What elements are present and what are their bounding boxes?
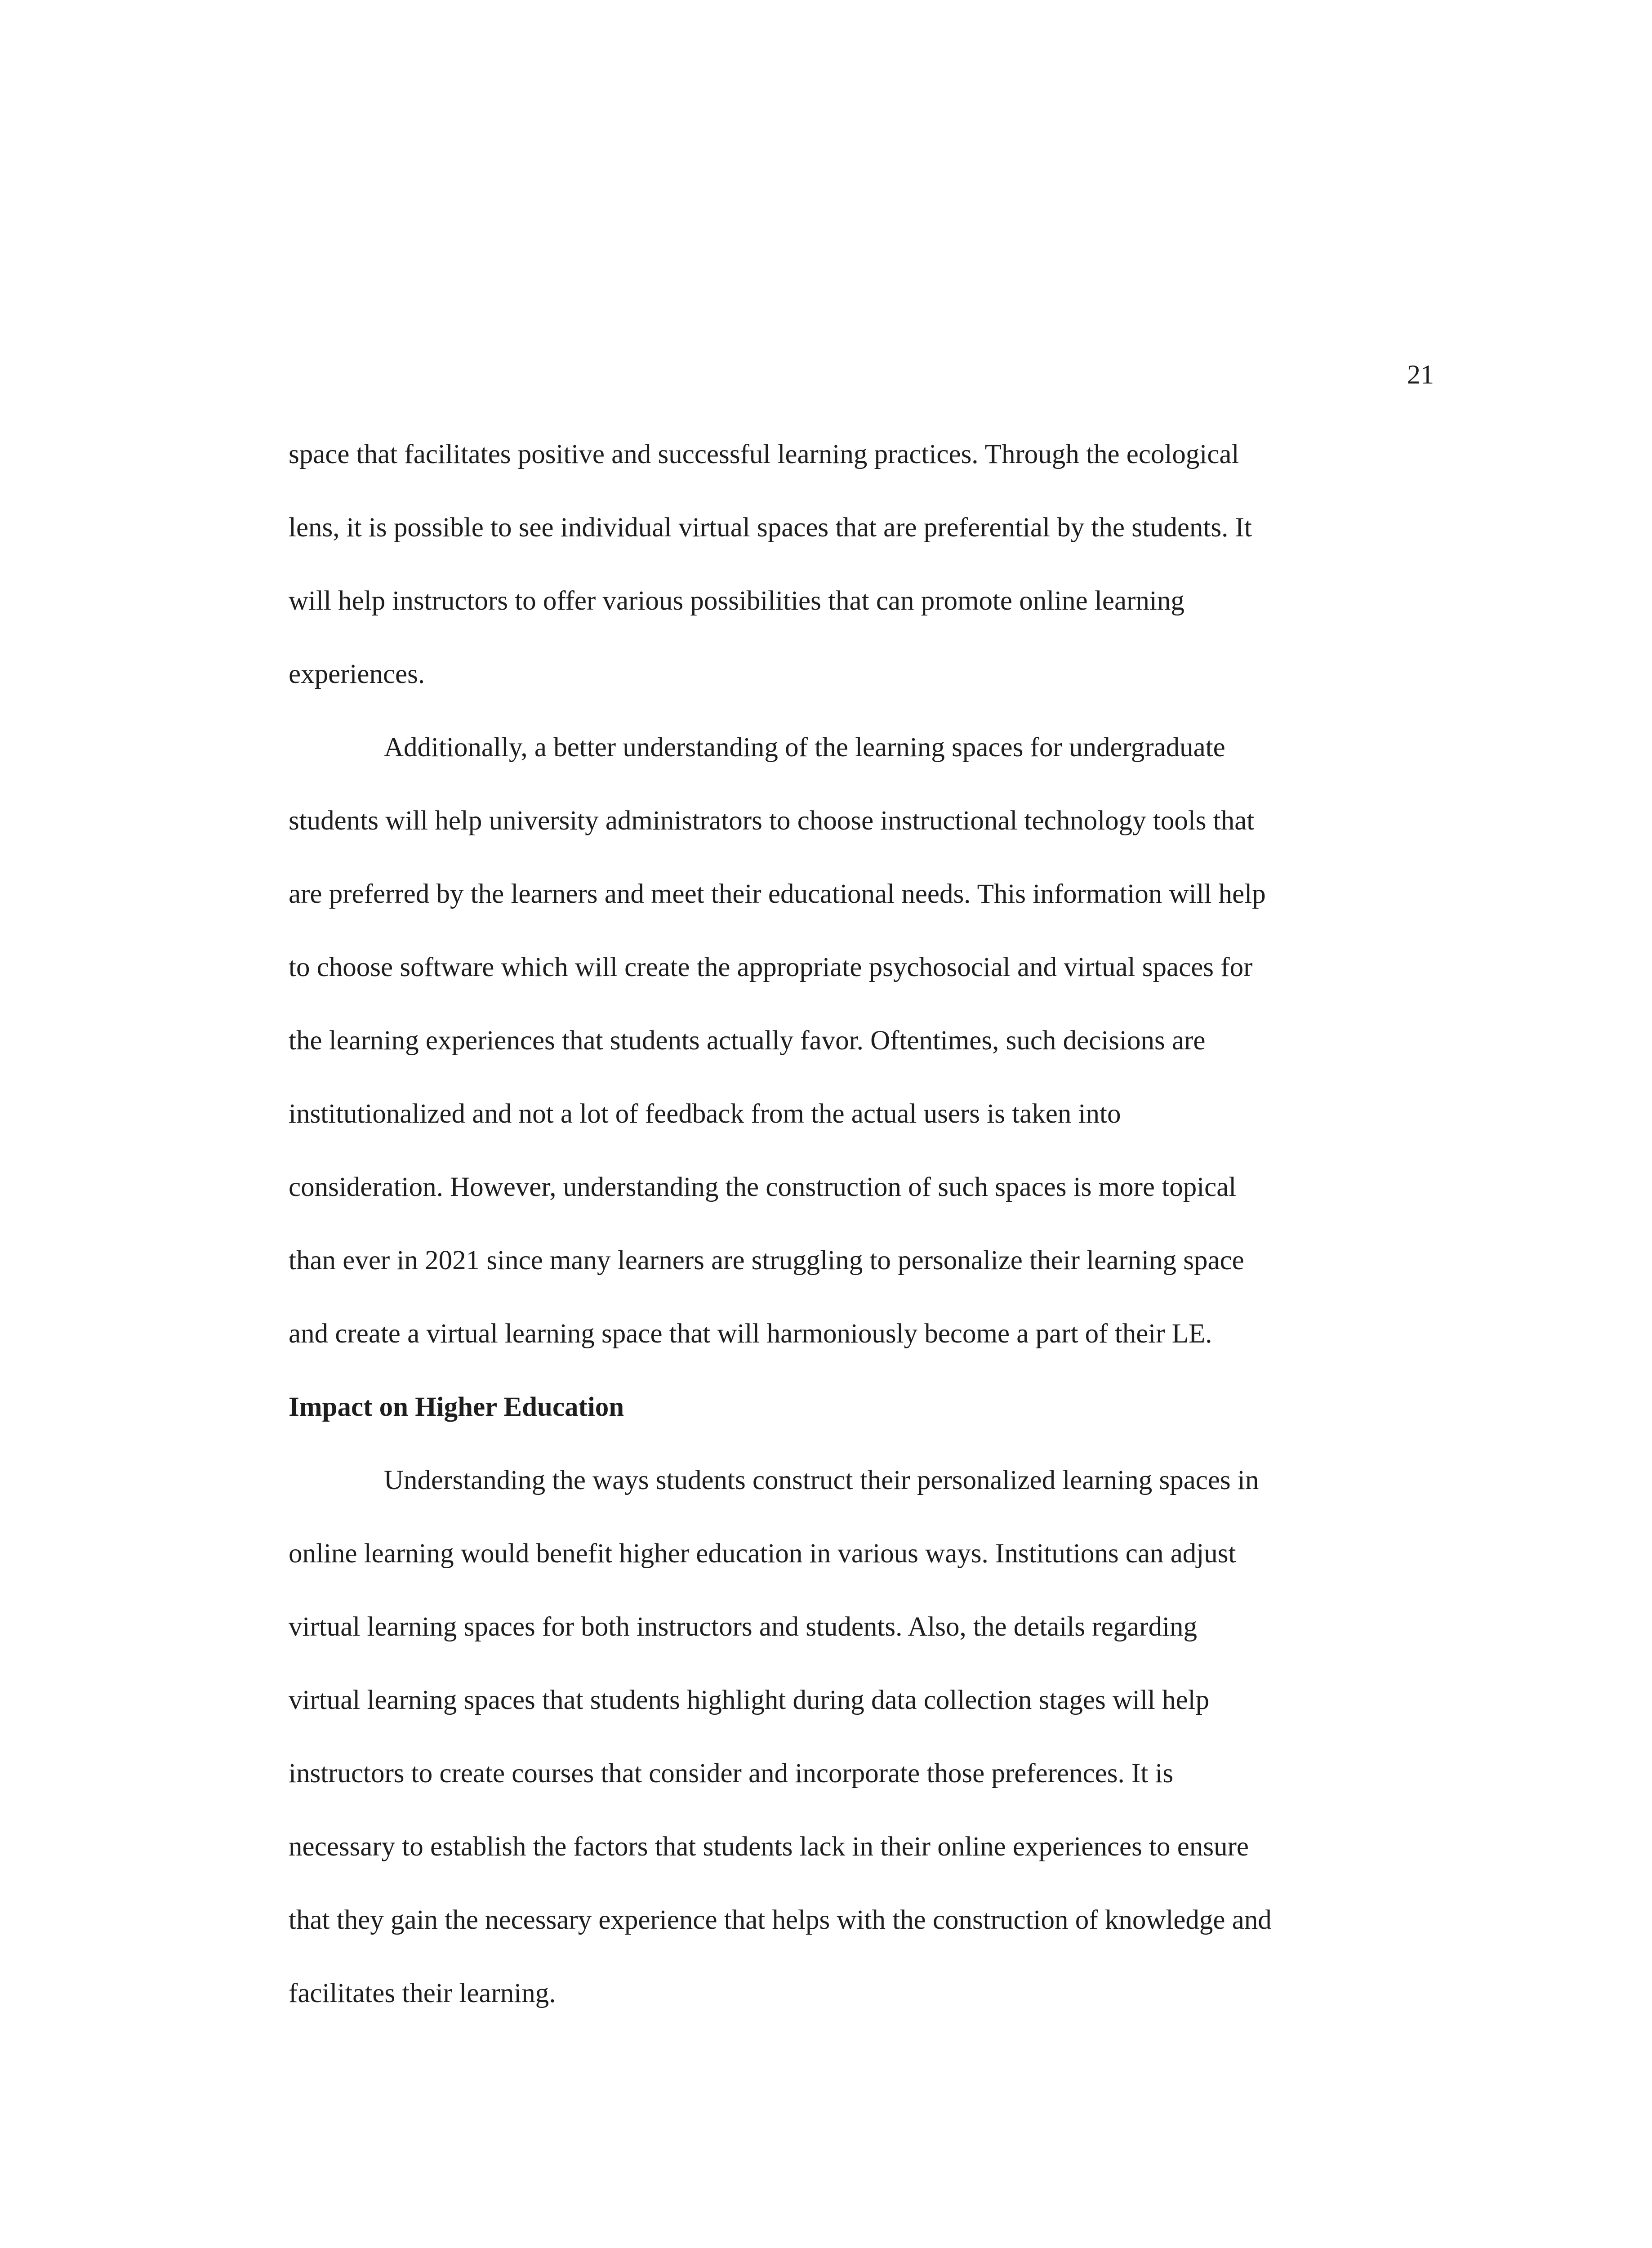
text-line: experiences. [289,659,425,689]
text-line: online learning would benefit higher education in various ways. Institutions can adjust [289,1539,1236,1569]
page-number: 21 [1407,360,1434,389]
text-line: Additionally, a better understanding of the learning spaces for undergraduate [384,732,1225,763]
text-line: than ever in 2021 since many learners are struggling to personalize their learning space [289,1245,1244,1276]
paragraph-continuation [289,441,1439,734]
text-line: necessary to establish the factors that students lack in their online experiences to ensure [289,1832,1249,1862]
text-line: and create a virtual learning space that will harmoniously become a part of their LE. [289,1319,1212,1349]
text-line: institutionalized and not a lot of feedback from the actual users is taken into [289,1099,1121,1129]
text-line: will help instructors to offer various possibilities that can promote online learning [289,586,1184,616]
text-line: students will help university administrators to choose instructional technology tools that [289,806,1255,836]
text-line: lens, it is possible to see individual virtual spaces that are preferential by the students. It [289,513,1252,543]
paragraph-additionally [289,734,1439,1393]
text-line: are preferred by the learners and meet their educational needs. This information will help [289,879,1266,909]
text-line: consideration. However, understanding the construction of such spaces is more topical [289,1172,1237,1202]
text-line: to choose software which will create the appropriate psychosocial and virtual spaces for [289,952,1253,982]
text-line: virtual learning spaces that students highlight during data collection stages will help [289,1685,1210,1715]
body-text [289,441,1439,2053]
text-line: virtual learning spaces for both instructors and students. Also, the details regarding [289,1612,1198,1642]
text-line: facilitates their learning. [289,1978,556,2008]
text-line: Understanding the ways students construct their personalized learning spaces in [384,1465,1259,1495]
section-heading: Impact on Higher Education [289,1392,624,1422]
text-line: instructors to create courses that consider and incorporate those preferences. It is [289,1758,1174,1789]
paragraph-understanding [289,1467,1439,2053]
text-line: space that facilitates positive and successful learning practices. Through the ecological [289,439,1239,469]
text-line: the learning experiences that students actually favor. Oftentimes, such decisions are [289,1026,1206,1056]
text-line: that they gain the necessary experience that helps with the construction of knowledge and [289,1905,1272,1935]
